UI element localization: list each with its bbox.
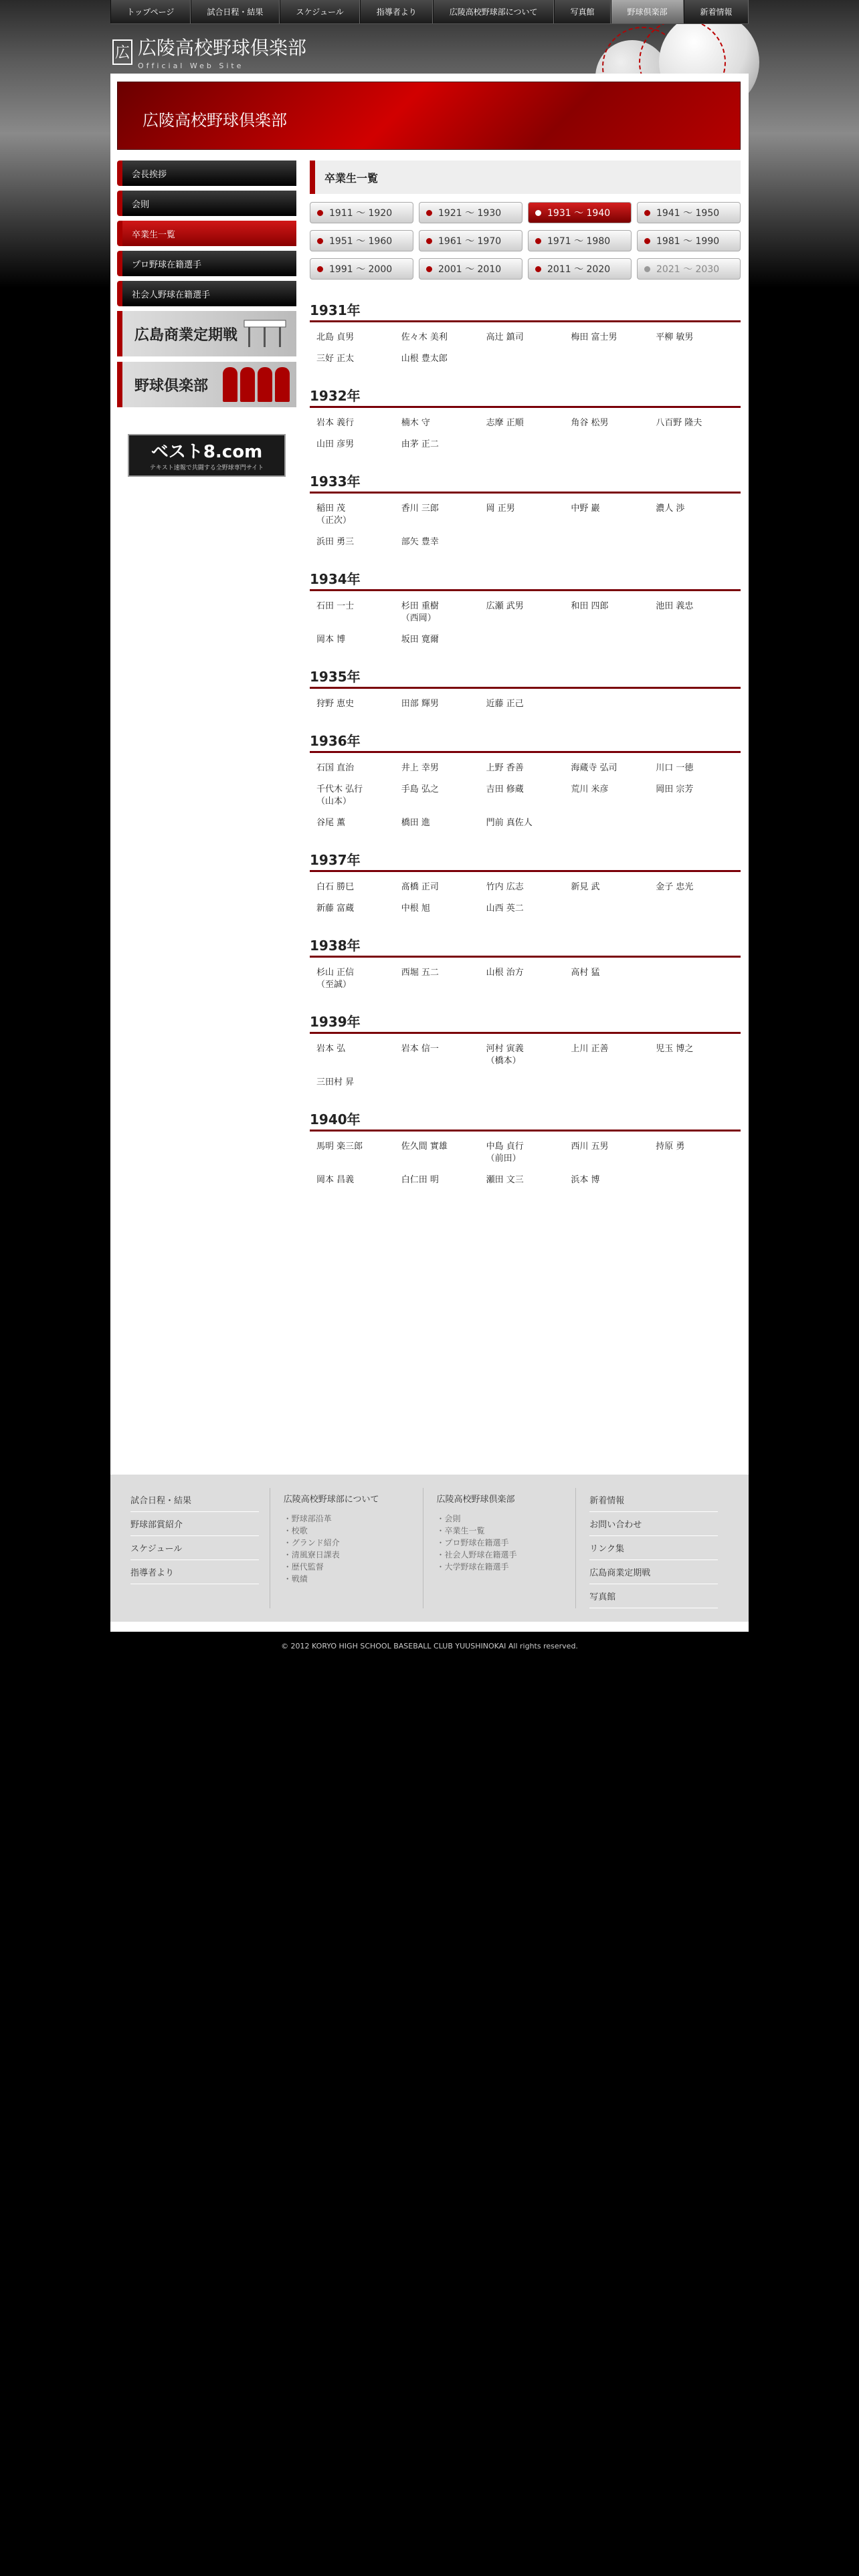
footer-sublink[interactable]: ・ 戦績 <box>284 1573 412 1585</box>
year-heading: 1935年 <box>310 666 741 689</box>
alumni-name: 手島 弘之 <box>401 784 439 794</box>
alumni-name: 児玉 博之 <box>656 1044 694 1054</box>
footer-sublink[interactable]: ・ 会則 <box>437 1513 565 1525</box>
bullet-icon <box>426 266 432 272</box>
footer-link[interactable]: リンク集 <box>589 1536 718 1560</box>
name-grid <box>310 417 741 451</box>
nav-schedule[interactable]: スケジュール <box>280 0 360 23</box>
alumni-name: 佐久間 實雄 <box>401 1142 448 1152</box>
alumni-name: 岩本 義行 <box>316 418 355 428</box>
name-grid <box>310 762 741 829</box>
alumni-name: 石国 直治 <box>316 763 355 773</box>
alumni-name: 高辻 鎮司 <box>486 332 524 342</box>
logo-title: 広陵高校野球倶楽部 <box>138 37 307 59</box>
alumni-name: 持原 勇 <box>656 1142 685 1152</box>
bullet-icon <box>426 238 432 244</box>
footer-sublink[interactable]: ・ 社会人野球在籍選手 <box>437 1549 565 1561</box>
alumni-name: 北島 貞男 <box>316 332 355 342</box>
alumni-name: 部矢 豊幸 <box>401 537 439 547</box>
footer-link[interactable]: スケジュール <box>130 1536 259 1560</box>
alumni-name: 瀬田 文三 <box>486 1175 524 1185</box>
alumni-name: 稲田 茂 （正次） <box>316 504 352 526</box>
year-heading: 1940年 <box>310 1109 741 1132</box>
sidebar-item-pro-players[interactable]: プロ野球在籍選手 <box>117 251 296 276</box>
alumni-name: 海蔵寺 弘司 <box>571 763 617 773</box>
year-section <box>310 935 741 991</box>
players-silhouette-icon <box>223 367 290 402</box>
footer-sublink[interactable]: ・ 清風寮日課表 <box>284 1549 412 1561</box>
footer-sublink[interactable]: ・ 卒業生一覧 <box>437 1525 565 1537</box>
year-heading: 1936年 <box>310 730 741 753</box>
copyright: © 2012 KORYO HIGH SCHOOL BASEBALL CLUB YUUSHINOKAI All rights reserved. <box>281 1642 578 1650</box>
alumni-name: 荒川 米彦 <box>571 784 609 794</box>
nav-news[interactable]: 新着情報 <box>684 0 749 23</box>
footer-col-1 <box>130 1488 270 1608</box>
alumni-name: 山根 豊太郎 <box>401 354 448 364</box>
alumni-name: 広瀬 武男 <box>486 601 524 611</box>
alumni-name: 池田 義忠 <box>656 601 694 611</box>
year-section <box>310 471 741 548</box>
alumni-name: 千代木 弘行 （山本） <box>316 784 363 807</box>
alumni-name: 高村 猛 <box>571 968 600 978</box>
name-grid <box>310 1141 741 1186</box>
alumni-name: 山西 英二 <box>486 903 524 914</box>
bullet-icon <box>644 210 650 216</box>
alumni-name: 和田 四郎 <box>571 601 609 611</box>
alumni-name: 梅田 富士男 <box>571 332 617 342</box>
alumni-name: 髙橋 正司 <box>401 882 439 892</box>
site-logo[interactable] <box>112 33 306 70</box>
alumni-name: 上野 香善 <box>486 763 524 773</box>
name-grid <box>310 967 741 991</box>
bullet-icon <box>535 266 541 272</box>
decade-button[interactable] <box>310 230 413 251</box>
decade-label: 2001 〜 2010 <box>438 264 502 275</box>
bullet-icon <box>644 238 650 244</box>
bullet-icon <box>535 238 541 244</box>
decade-button[interactable] <box>528 230 632 251</box>
ad-subtitle: テキスト速報で共闘する全野球専門サイト <box>149 465 264 471</box>
name-grid <box>310 1043 741 1089</box>
footer-link[interactable]: 新着情報 <box>589 1488 718 1512</box>
name-grid <box>310 881 741 915</box>
page-container <box>110 74 749 1632</box>
alumni-name: 岩本 信一 <box>401 1044 439 1054</box>
name-grid <box>310 698 741 710</box>
alumni-name: 平柳 敏男 <box>656 332 694 342</box>
footer-heading[interactable]: 広陵高校野球倶楽部 <box>436 1495 515 1505</box>
year-section <box>310 666 741 710</box>
alumni-name: 岡田 宗芳 <box>656 784 694 794</box>
alumni-name: 八百野 隆夫 <box>656 418 702 428</box>
alumni-name: 佐々木 美利 <box>401 332 448 342</box>
alumni-name: 中根 旭 <box>401 903 430 914</box>
decade-button[interactable] <box>528 202 632 223</box>
alumni-name: 石田 一士 <box>316 601 355 611</box>
alumni-name: 門前 真佐人 <box>486 818 533 828</box>
alumni-name: 岡本 博 <box>316 635 346 645</box>
decade-button[interactable] <box>310 202 413 223</box>
banner-title: 広陵高校野球倶楽部 <box>142 111 287 130</box>
sidebar <box>117 160 296 477</box>
alumni-name: 岡本 昌義 <box>316 1175 355 1185</box>
alumni-name: 西川 五男 <box>571 1142 609 1152</box>
year-heading: 1932年 <box>310 385 741 408</box>
alumni-name: 狩野 恵史 <box>316 699 355 709</box>
alumni-name: 近藤 正己 <box>486 699 524 709</box>
decade-label: 1911 〜 1920 <box>329 208 393 219</box>
alumni-name: 新見 武 <box>571 882 600 892</box>
bullet-icon <box>317 210 323 216</box>
footer-sublink[interactable]: ・ 大学野球在籍選手 <box>437 1561 565 1573</box>
nav-photos[interactable]: 写真館 <box>554 0 611 23</box>
footer-sublink[interactable]: ・ 校歌 <box>284 1525 412 1537</box>
bullet-icon <box>644 266 650 272</box>
decade-label: 1971 〜 1980 <box>547 236 611 247</box>
alumni-name: 上川 正善 <box>571 1044 609 1054</box>
sidebar-item-greeting[interactable]: 会長挨拶 <box>117 160 296 186</box>
alumni-name: 田部 輝男 <box>401 699 439 709</box>
alumni-name: 杉田 重樹 （西岡） <box>401 601 439 623</box>
footer-heading[interactable]: 広陵高校野球部について <box>283 1495 379 1505</box>
decade-label: 1981 〜 1990 <box>656 236 720 247</box>
alumni-name: 井上 幸男 <box>401 763 439 773</box>
nav-games[interactable]: 試合日程・結果 <box>191 0 280 23</box>
alumni-name: 浜田 勇三 <box>316 537 355 547</box>
nav-coach[interactable]: 指導者より <box>360 0 433 23</box>
bullet-icon <box>317 238 323 244</box>
alumni-name: 竹内 広志 <box>486 882 524 892</box>
best8-ad-banner[interactable] <box>128 434 286 477</box>
decade-button <box>637 258 741 280</box>
footer-link[interactable]: 野球部賞紹介 <box>130 1512 259 1536</box>
year-section <box>310 300 741 365</box>
year-heading: 1938年 <box>310 935 741 958</box>
alumni-name: 濃人 渉 <box>656 504 685 514</box>
alumni-name: 河村 寅義 （橋本） <box>486 1044 524 1066</box>
alumni-name: 白仁田 明 <box>401 1175 439 1185</box>
banner-label: 野球倶楽部 <box>134 377 209 395</box>
alumni-name: 西堀 五二 <box>401 968 439 978</box>
alumni-name: 杉山 正信 （至誠） <box>316 968 355 990</box>
decade-buttons <box>310 202 741 280</box>
alumni-name: 志摩 正順 <box>486 418 524 428</box>
alumni-name: 岡 正男 <box>486 504 515 514</box>
footer-col-3 <box>437 1488 577 1608</box>
alumni-name: 三好 正太 <box>316 354 355 364</box>
decade-label: 1931 〜 1940 <box>547 208 611 219</box>
logo-mark-icon: 広 <box>112 39 132 65</box>
decade-label: 1941 〜 1950 <box>656 208 720 219</box>
footer-link[interactable]: 広島商業定期戦 <box>589 1560 718 1584</box>
decade-label: 1951 〜 1960 <box>329 236 393 247</box>
alumni-name: 角谷 松男 <box>571 418 609 428</box>
ad-title: ベスト8.com <box>151 442 263 462</box>
decade-button[interactable] <box>419 258 522 280</box>
nav-top[interactable]: トップページ <box>110 0 191 23</box>
decade-button[interactable] <box>419 202 522 223</box>
main-content <box>310 160 741 1186</box>
decade-button[interactable] <box>637 202 741 223</box>
alumni-name: 橋田 進 <box>401 818 430 828</box>
decade-button[interactable] <box>310 258 413 280</box>
year-heading: 1934年 <box>310 568 741 591</box>
sidebar-item-rules[interactable]: 会則 <box>117 191 296 216</box>
alumni-name: 馬明 楽三郎 <box>316 1142 363 1152</box>
page-banner <box>117 82 741 150</box>
alumni-name: 新藤 富蔵 <box>316 903 355 914</box>
name-grid <box>310 332 741 365</box>
alumni-name: 坂田 寛爾 <box>401 635 439 645</box>
footer-sublink[interactable]: ・ プロ野球在籍選手 <box>437 1537 565 1549</box>
year-section <box>310 385 741 451</box>
sidebar-item-industrial-players[interactable]: 社会人野球在籍選手 <box>117 281 296 306</box>
year-heading: 1939年 <box>310 1011 741 1034</box>
year-section <box>310 568 741 646</box>
alumni-name: 谷尾 薫 <box>316 818 346 828</box>
year-heading: 1931年 <box>310 300 741 322</box>
bullet-icon <box>535 210 541 216</box>
alumni-name: 楠木 守 <box>401 418 430 428</box>
banner-label: 広島商業定期戦 <box>134 326 238 344</box>
name-grid <box>310 503 741 548</box>
bullet-icon <box>426 210 432 216</box>
footer-col-4 <box>589 1488 729 1608</box>
decade-label: 2021 〜 2030 <box>656 264 720 275</box>
decade-label: 2011 〜 2020 <box>547 264 611 275</box>
footer-sublink[interactable]: ・ 歴代監督 <box>284 1561 412 1573</box>
footer-link[interactable]: お問い合わせ <box>589 1512 718 1536</box>
footer-link[interactable]: 試合日程・結果 <box>130 1488 259 1512</box>
alumni-name: 香川 三郎 <box>401 504 439 514</box>
nav-club[interactable]: 野球倶楽部 <box>611 0 684 23</box>
decade-label: 1991 〜 2000 <box>329 264 393 275</box>
alumni-list <box>310 300 741 1186</box>
bullet-icon <box>317 266 323 272</box>
decade-label: 1921 〜 1930 <box>438 208 502 219</box>
sidebar-banner-baseball-club[interactable] <box>117 362 296 407</box>
year-section <box>310 1011 741 1089</box>
nav-about[interactable]: 広陵高校野球部について <box>433 0 554 23</box>
name-grid <box>310 601 741 646</box>
footer-col-2 <box>284 1488 423 1608</box>
alumni-name: 吉田 修蔵 <box>486 784 524 794</box>
year-heading: 1937年 <box>310 849 741 872</box>
year-section <box>310 730 741 829</box>
decade-button[interactable] <box>419 230 522 251</box>
decade-label: 1961 〜 1970 <box>438 236 502 247</box>
year-section <box>310 1109 741 1186</box>
alumni-name: 三田村 昇 <box>316 1077 355 1087</box>
footer-sublink[interactable]: ・ 野球部沿革 <box>284 1513 412 1525</box>
footer-link[interactable]: 写真館 <box>589 1584 718 1608</box>
alumni-name: 白石 勝巳 <box>316 882 355 892</box>
alumni-name: 川口 一徳 <box>656 763 694 773</box>
sidebar-item-alumni[interactable]: 卒業生一覧 <box>117 221 296 246</box>
footer-link[interactable]: 指導者より <box>130 1560 259 1584</box>
alumni-name: 金子 忠光 <box>656 882 694 892</box>
alumni-name: 山田 彦男 <box>316 439 355 449</box>
stadium-lights-icon <box>242 318 288 347</box>
alumni-name: 中野 巖 <box>571 504 600 514</box>
year-section <box>310 849 741 915</box>
logo-subtitle: Official Web Site <box>138 62 244 70</box>
alumni-name: 中島 貞行 （前田） <box>486 1142 524 1164</box>
alumni-name: 浜本 博 <box>571 1175 600 1185</box>
section-title: 卒業生一覧 <box>310 160 741 194</box>
alumni-name: 山根 治方 <box>486 968 524 978</box>
alumni-name: 由茅 正二 <box>401 439 439 449</box>
footer-links <box>110 1475 749 1622</box>
alumni-name: 岩本 弘 <box>316 1044 346 1054</box>
footer-sublink[interactable]: ・ グランド紹介 <box>284 1537 412 1549</box>
decade-button[interactable] <box>528 258 632 280</box>
sidebar-banner-hiroshima-shogyo[interactable] <box>117 311 296 356</box>
year-heading: 1933年 <box>310 471 741 494</box>
decade-button[interactable] <box>637 230 741 251</box>
top-navigation <box>110 0 749 24</box>
